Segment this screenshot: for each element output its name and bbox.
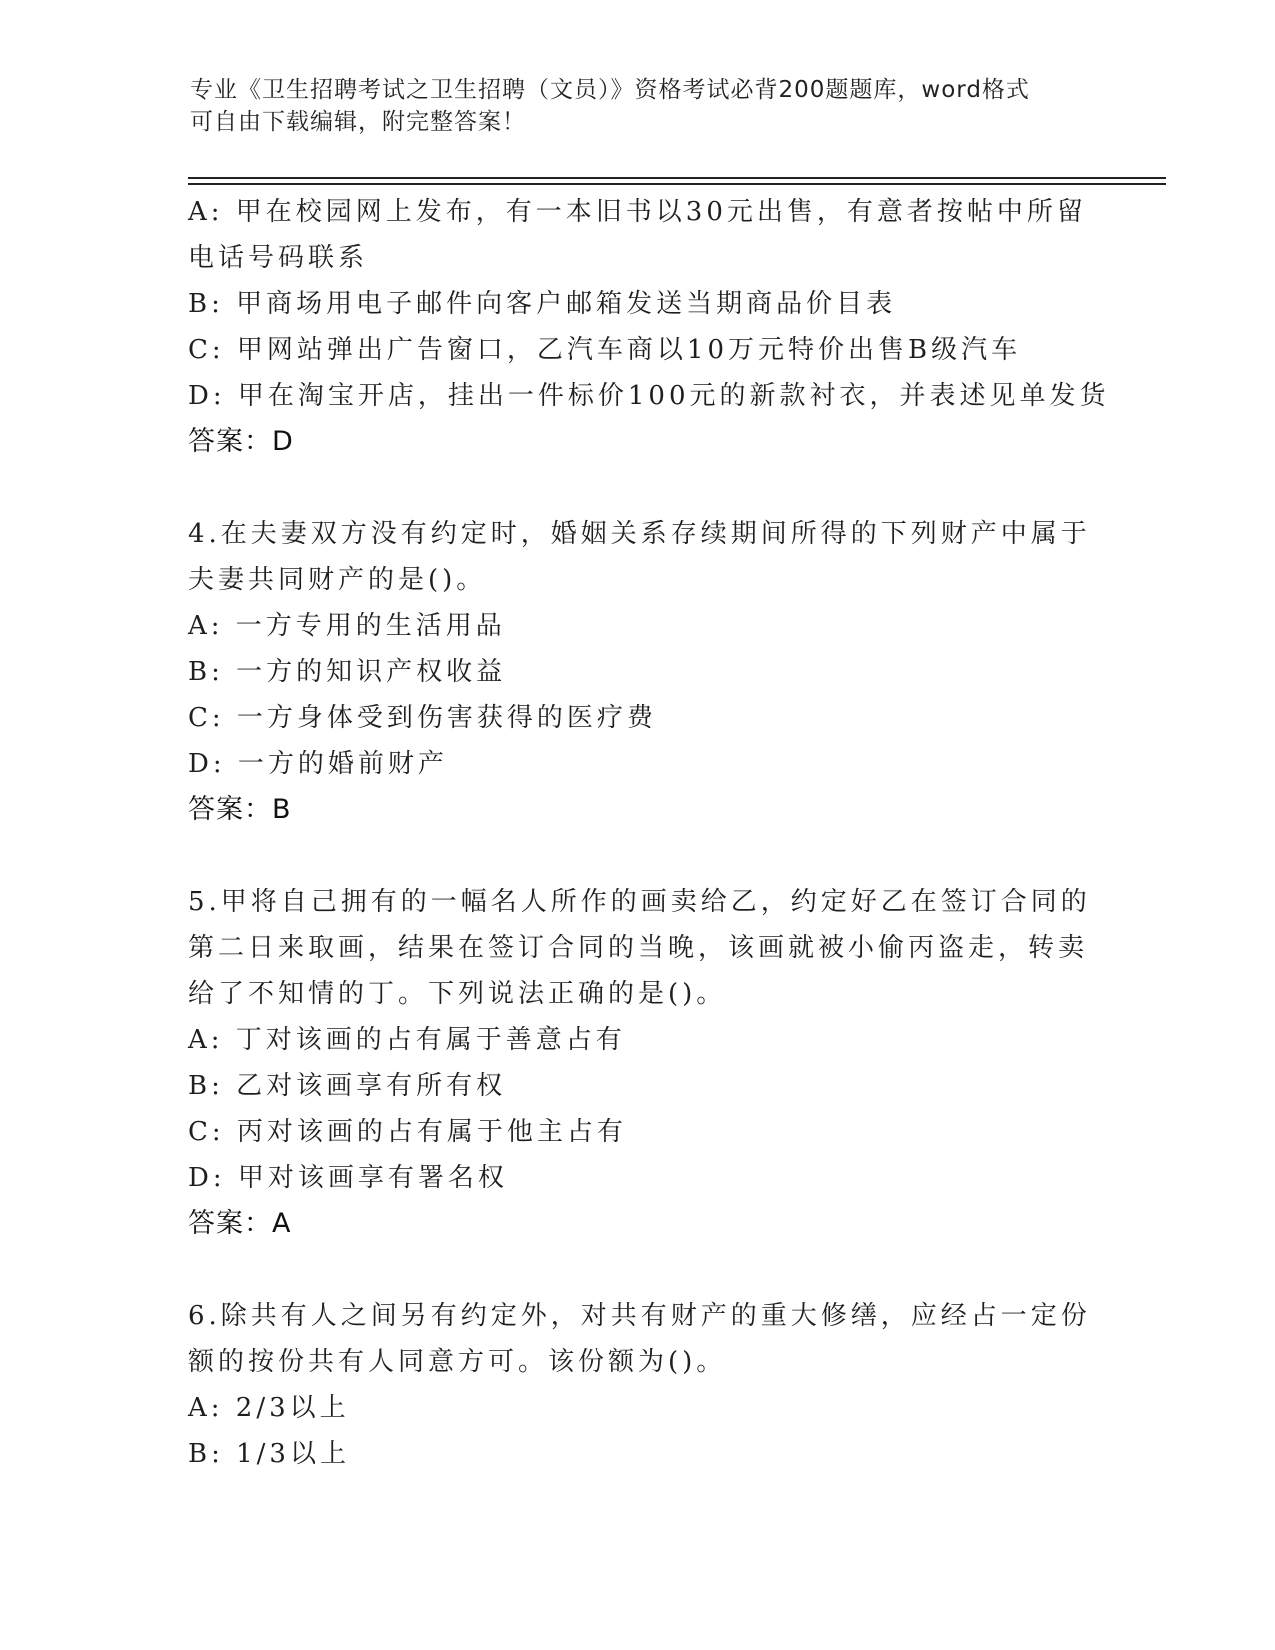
document-body — [188, 189, 1110, 1477]
spacer — [188, 833, 1088, 879]
header-title-line-2: 可自由下载编辑，附完整答案！ — [190, 109, 526, 135]
header-divider-bottom — [188, 183, 1166, 185]
answer: 答案：D — [188, 426, 294, 457]
answer: 答案：A — [188, 1208, 292, 1239]
question-stem-line-2: 第二日来取画，结果在签订合同的当晚，该画就被小偷丙盗走，转卖 — [188, 933, 1089, 963]
answer: 答案：B — [188, 794, 292, 825]
option-d: D: 甲在淘宝开店，挂出一件标价100元的新款衬衣，并表述见单发货 — [188, 381, 1110, 411]
question-stem-line-1: 5.甲将自己拥有的一幅名人所作的画卖给乙，约定好乙在签订合同的 — [188, 887, 1091, 917]
option-c: C: 一方身体受到伤害获得的医疗费 — [188, 703, 657, 733]
option-a-line-1: A: 甲在校园网上发布，有一本旧书以30元出售，有意者按帖中所留 — [188, 197, 1087, 227]
option-b: B: 一方的知识产权收益 — [188, 657, 507, 687]
question-stem-line-3: 给了不知情的丁。下列说法正确的是()。 — [188, 979, 727, 1009]
header-divider-top — [188, 177, 1166, 179]
option-d: D: 一方的婚前财产 — [188, 749, 448, 779]
spacer — [188, 465, 1088, 511]
option-d: D: 甲对该画享有署名权 — [188, 1163, 508, 1193]
question-3 — [188, 189, 1110, 465]
question-4 — [188, 511, 1091, 833]
option-b: B: 乙对该画享有所有权 — [188, 1071, 507, 1101]
question-stem-line-1: 6.除共有人之间另有约定外，对共有财产的重大修缮，应经占一定份 — [188, 1301, 1091, 1331]
header-title-line-1: 专业《卫生招聘考试之卫生招聘（文员）》资格考试必背200题题库，word格式 — [190, 77, 1030, 103]
document-header — [190, 74, 1090, 138]
question-5 — [188, 879, 1091, 1247]
option-b: B: 1/3以上 — [188, 1439, 350, 1469]
option-a-line-2: 电话号码联系 — [188, 243, 369, 273]
option-c: C: 甲网站弹出广告窗口，乙汽车商以10万元特价出售B级汽车 — [188, 335, 1022, 365]
option-a: A: 丁对该画的占有属于善意占有 — [188, 1025, 626, 1055]
spacer — [188, 1247, 1088, 1293]
option-a: A: 一方专用的生活用品 — [188, 611, 506, 641]
option-c: C: 丙对该画的占有属于他主占有 — [188, 1117, 627, 1147]
question-stem-line-1: 4.在夫妻双方没有约定时，婚姻关系存续期间所得的下列财产中属于 — [188, 519, 1091, 549]
question-stem-line-2: 夫妻共同财产的是()。 — [188, 565, 487, 595]
question-stem-line-2: 额的按份共有人同意方可。该份额为()。 — [188, 1347, 727, 1377]
option-a: A: 2/3以上 — [188, 1393, 350, 1423]
option-b: B: 甲商场用电子邮件向客户邮箱发送当期商品价目表 — [188, 289, 897, 319]
question-6 — [188, 1293, 1091, 1477]
